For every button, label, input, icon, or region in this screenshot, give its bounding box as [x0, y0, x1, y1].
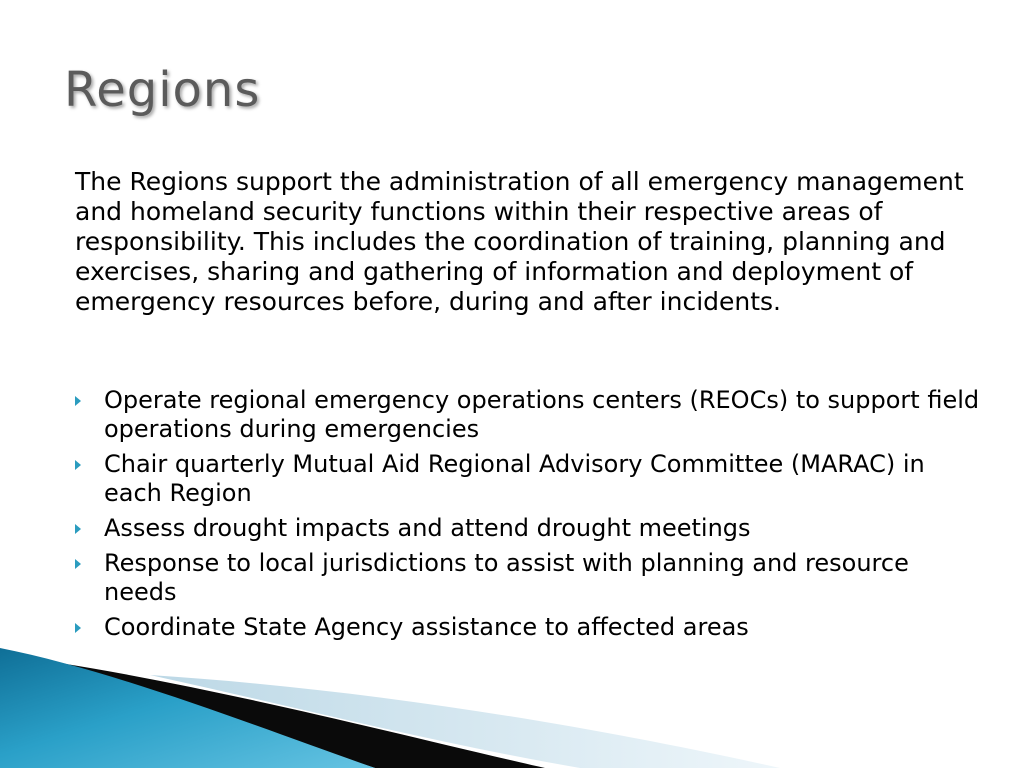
bullet-text: Response to local jurisdictions to assist with planning and resource needs: [104, 549, 909, 606]
bullet-text: Operate regional emergency operations centers (REOCs) to support field operations during emergencies: [104, 386, 980, 443]
bullet-text: Chair quarterly Mutual Aid Regional Advisory Committee (MARAC) in each Region: [104, 450, 925, 507]
intro-paragraph: The Regions support the administration of all emergency management and homeland security functions within their respective areas of responsibility. This includes the coordination of training, planning and exercises, sharing and gathering of information and deployment of emergency resources before, during and after incidents.: [75, 167, 964, 316]
slide-title: Regions: [64, 62, 261, 118]
bullet-text: Coordinate State Agency assistance to affected areas: [104, 613, 749, 641]
bullet-text: Assess drought impacts and attend drought meetings: [104, 514, 751, 542]
